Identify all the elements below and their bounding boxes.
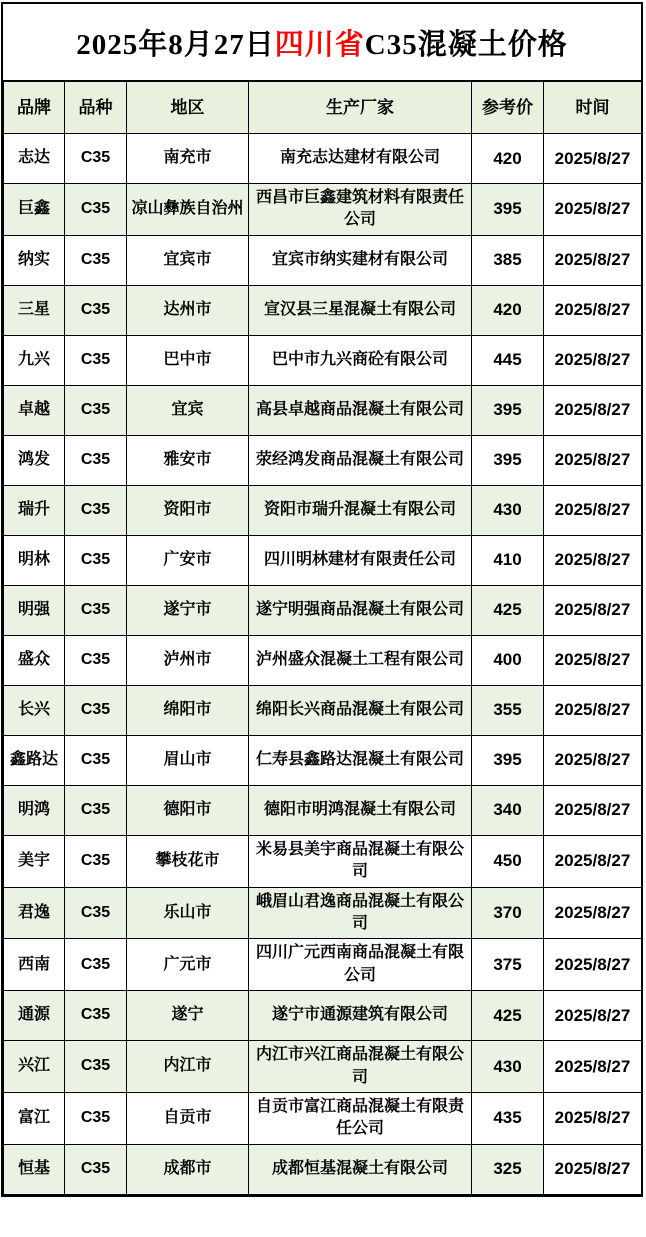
price-cell: 445	[472, 335, 544, 385]
price-cell: 340	[472, 785, 544, 835]
table-row	[4, 285, 642, 335]
region-cell: 内江市	[127, 1041, 249, 1093]
region-cell: 成都市	[127, 1144, 249, 1194]
brand-cell: 长兴	[4, 685, 65, 735]
region-cell: 达州市	[127, 285, 249, 335]
spec-cell: C35	[65, 785, 127, 835]
column-header-price: 参考价	[472, 82, 544, 134]
manufacturer-cell: 宜宾市纳实建材有限公司	[249, 235, 472, 285]
price-table-page	[1, 2, 643, 1197]
brand-cell: 鸿发	[4, 435, 65, 485]
column-header-spec: 品种	[65, 82, 127, 134]
table-row	[4, 1092, 642, 1144]
column-header-manufacturer: 生产厂家	[249, 82, 472, 134]
spec-cell: C35	[65, 184, 127, 236]
date-cell: 2025/8/27	[544, 285, 642, 335]
date-cell: 2025/8/27	[544, 1041, 642, 1093]
spec-cell: C35	[65, 991, 127, 1041]
spec-cell: C35	[65, 435, 127, 485]
manufacturer-cell: 西昌市巨鑫建筑材料有限责任公司	[249, 184, 472, 236]
date-cell: 2025/8/27	[544, 184, 642, 236]
table-row	[4, 1041, 642, 1093]
table-row	[4, 685, 642, 735]
date-cell: 2025/8/27	[544, 385, 642, 435]
table-row	[4, 385, 642, 435]
brand-cell: 志达	[4, 134, 65, 184]
manufacturer-cell: 四川广元西南商品混凝土有限公司	[249, 939, 472, 991]
spec-cell: C35	[65, 535, 127, 585]
region-cell: 雅安市	[127, 435, 249, 485]
brand-cell: 三星	[4, 285, 65, 335]
manufacturer-cell: 宣汉县三星混凝土有限公司	[249, 285, 472, 335]
manufacturer-cell: 仁寿县鑫路达混凝土有限公司	[249, 735, 472, 785]
date-cell: 2025/8/27	[544, 535, 642, 585]
spec-cell: C35	[65, 835, 127, 887]
title-subject-part: C35混凝土价格	[364, 28, 568, 61]
price-cell: 430	[472, 485, 544, 535]
price-cell: 410	[472, 535, 544, 585]
spec-cell: C35	[65, 635, 127, 685]
date-cell: 2025/8/27	[544, 1092, 642, 1144]
price-cell: 425	[472, 585, 544, 635]
spec-cell: C35	[65, 735, 127, 785]
brand-cell: 九兴	[4, 335, 65, 385]
price-cell: 375	[472, 939, 544, 991]
brand-cell: 恒基	[4, 1144, 65, 1194]
title-date-part: 2025年8月27日	[76, 28, 275, 61]
table-row	[4, 235, 642, 285]
price-cell: 395	[472, 184, 544, 236]
manufacturer-cell: 巴中市九兴商砼有限公司	[249, 335, 472, 385]
date-cell: 2025/8/27	[544, 991, 642, 1041]
column-header-region: 地区	[127, 82, 249, 134]
region-cell: 德阳市	[127, 785, 249, 835]
date-cell: 2025/8/27	[544, 735, 642, 785]
brand-cell: 兴江	[4, 1041, 65, 1093]
spec-cell: C35	[65, 485, 127, 535]
price-cell: 420	[472, 134, 544, 184]
price-cell: 400	[472, 635, 544, 685]
brand-cell: 西南	[4, 939, 65, 991]
spec-cell: C35	[65, 685, 127, 735]
region-cell: 南充市	[127, 134, 249, 184]
region-cell: 眉山市	[127, 735, 249, 785]
manufacturer-cell: 南充志达建材有限公司	[249, 134, 472, 184]
region-cell: 广安市	[127, 535, 249, 585]
table-row	[4, 435, 642, 485]
brand-cell: 卓越	[4, 385, 65, 435]
brand-cell: 富江	[4, 1092, 65, 1144]
manufacturer-cell: 遂宁明强商品混凝土有限公司	[249, 585, 472, 635]
column-header-brand: 品牌	[4, 82, 65, 134]
manufacturer-cell: 高县卓越商品混凝土有限公司	[249, 385, 472, 435]
date-cell: 2025/8/27	[544, 335, 642, 385]
spec-cell: C35	[65, 285, 127, 335]
manufacturer-cell: 自贡市富江商品混凝土有限责任公司	[249, 1092, 472, 1144]
manufacturer-cell: 荥经鸿发商品混凝土有限公司	[249, 435, 472, 485]
table-row	[4, 535, 642, 585]
price-cell: 395	[472, 385, 544, 435]
manufacturer-cell: 米易县美宇商品混凝土有限公司	[249, 835, 472, 887]
spec-cell: C35	[65, 134, 127, 184]
brand-cell: 明林	[4, 535, 65, 585]
title-region-part: 四川省	[274, 28, 365, 61]
table-row	[4, 785, 642, 835]
page-title	[76, 22, 567, 63]
manufacturer-cell: 四川明林建材有限责任公司	[249, 535, 472, 585]
date-cell: 2025/8/27	[544, 235, 642, 285]
table-row	[4, 485, 642, 535]
table-row	[4, 735, 642, 785]
spec-cell: C35	[65, 887, 127, 939]
price-cell: 385	[472, 235, 544, 285]
table-row	[4, 585, 642, 635]
date-cell: 2025/8/27	[544, 635, 642, 685]
table-row	[4, 134, 642, 184]
price-cell: 395	[472, 435, 544, 485]
table-header	[4, 82, 642, 134]
price-cell: 395	[472, 735, 544, 785]
table-row	[4, 991, 642, 1041]
price-cell: 435	[472, 1092, 544, 1144]
region-cell: 遂宁	[127, 991, 249, 1041]
price-cell: 355	[472, 685, 544, 735]
table-row	[4, 635, 642, 685]
date-cell: 2025/8/27	[544, 887, 642, 939]
brand-cell: 明鸿	[4, 785, 65, 835]
date-cell: 2025/8/27	[544, 585, 642, 635]
table-row	[4, 335, 642, 385]
price-table	[3, 81, 642, 1195]
date-cell: 2025/8/27	[544, 685, 642, 735]
price-cell: 430	[472, 1041, 544, 1093]
region-cell: 宜宾市	[127, 235, 249, 285]
region-cell: 自贡市	[127, 1092, 249, 1144]
date-cell: 2025/8/27	[544, 435, 642, 485]
region-cell: 遂宁市	[127, 585, 249, 635]
price-cell: 450	[472, 835, 544, 887]
region-cell: 宜宾	[127, 385, 249, 435]
brand-cell: 君逸	[4, 887, 65, 939]
date-cell: 2025/8/27	[544, 939, 642, 991]
manufacturer-cell: 内江市兴江商品混凝土有限公司	[249, 1041, 472, 1093]
brand-cell: 通源	[4, 991, 65, 1041]
spec-cell: C35	[65, 235, 127, 285]
date-cell: 2025/8/27	[544, 1144, 642, 1194]
date-cell: 2025/8/27	[544, 485, 642, 535]
brand-cell: 明强	[4, 585, 65, 635]
region-cell: 巴中市	[127, 335, 249, 385]
date-cell: 2025/8/27	[544, 835, 642, 887]
date-cell: 2025/8/27	[544, 134, 642, 184]
manufacturer-cell: 遂宁市通源建筑有限公司	[249, 991, 472, 1041]
region-cell: 攀枝花市	[127, 835, 249, 887]
brand-cell: 盛众	[4, 635, 65, 685]
table-row	[4, 939, 642, 991]
region-cell: 绵阳市	[127, 685, 249, 735]
table-row	[4, 887, 642, 939]
brand-cell: 纳实	[4, 235, 65, 285]
manufacturer-cell: 泸州盛众混凝土工程有限公司	[249, 635, 472, 685]
spec-cell: C35	[65, 1092, 127, 1144]
region-cell: 泸州市	[127, 635, 249, 685]
spec-cell: C35	[65, 939, 127, 991]
table-row	[4, 835, 642, 887]
price-cell: 325	[472, 1144, 544, 1194]
manufacturer-cell: 成都恒基混凝土有限公司	[249, 1144, 472, 1194]
brand-cell: 美宇	[4, 835, 65, 887]
header-row	[4, 82, 642, 134]
spec-cell: C35	[65, 585, 127, 635]
price-cell: 370	[472, 887, 544, 939]
spec-cell: C35	[65, 1144, 127, 1194]
manufacturer-cell: 绵阳长兴商品混凝土有限公司	[249, 685, 472, 735]
manufacturer-cell: 峨眉山君逸商品混凝土有限公司	[249, 887, 472, 939]
table-row	[4, 1144, 642, 1194]
region-cell: 乐山市	[127, 887, 249, 939]
spec-cell: C35	[65, 335, 127, 385]
price-cell: 425	[472, 991, 544, 1041]
brand-cell: 瑞升	[4, 485, 65, 535]
region-cell: 凉山彝族自治州	[127, 184, 249, 236]
spec-cell: C35	[65, 1041, 127, 1093]
brand-cell: 鑫路达	[4, 735, 65, 785]
brand-cell: 巨鑫	[4, 184, 65, 236]
region-cell: 资阳市	[127, 485, 249, 535]
spec-cell: C35	[65, 385, 127, 435]
table-row	[4, 184, 642, 236]
manufacturer-cell: 德阳市明鸿混凝土有限公司	[249, 785, 472, 835]
manufacturer-cell: 资阳市瑞升混凝土有限公司	[249, 485, 472, 535]
title-bar	[3, 4, 641, 81]
region-cell: 广元市	[127, 939, 249, 991]
column-header-date: 时间	[544, 82, 642, 134]
price-cell: 420	[472, 285, 544, 335]
table-body	[4, 134, 642, 1195]
date-cell: 2025/8/27	[544, 785, 642, 835]
